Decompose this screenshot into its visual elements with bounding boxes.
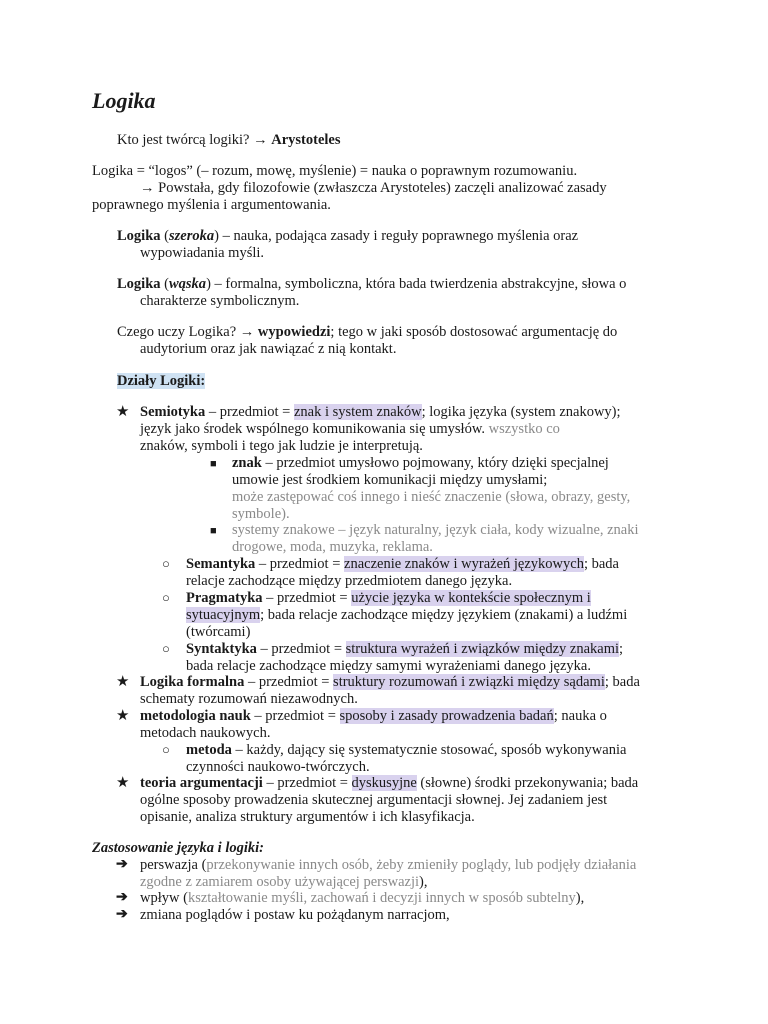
method-line-1: metoda – każdy, dający się systematycznie stosować, sposób wykonywania: [186, 742, 627, 758]
definition-line-1: Logika = “logos” (– rozum, mowę, myślenie) = nauka o poprawnym rozumowaniu.: [92, 163, 578, 179]
arrow-bullet-icon: ➔: [116, 907, 128, 922]
star-bullet-icon: ★: [116, 708, 130, 724]
star-bullet-icon: ★: [116, 775, 130, 791]
argumentation-line-2: ogólne sposoby prowadzenia skutecznej argumentacji słownej. Jej zadaniem jest: [140, 792, 608, 808]
logic-narrow-line-2: charakterze symbolicznym.: [140, 293, 300, 309]
definition-line-2: → Powstała, gdy filozofowie (zwłaszcza Arystoteles) zaczęli analizować zasady: [140, 180, 607, 196]
syntax-line-2: bada relacje zachodzące między samymi wyrażeniami danego języka.: [186, 658, 591, 674]
sign-line-4: symbole).: [232, 506, 290, 522]
circle-bullet-icon: ○: [162, 641, 170, 656]
pragmatics-line-2: sytuacyjnym; bada relacje zachodzące między językiem (znakami) a ludźmi: [186, 607, 628, 623]
pragmatics-line-3: (twórcami): [186, 624, 251, 640]
page-title: Logika: [92, 88, 156, 113]
semantics-line-1: Semantyka – przedmiot = znaczenie znaków i wyrażeń językowych; bada: [186, 556, 619, 572]
influence-line: wpływ (kształtowanie myśli, zachowań i decyzji innych w sposób subtelny),: [140, 890, 585, 906]
methodology-line-1: metodologia nauk – przedmiot = sposoby i zasady prowadzenia badań; nauka o: [140, 708, 607, 724]
creator-question: Kto jest twórcą logiki? → Arystoteles: [117, 132, 341, 148]
logic-wide-line-2: wypowiadania myśli.: [140, 245, 265, 261]
persuasion-line-1: perswazja (przekonywanie innych osób, żeby zmieniły poglądy, lub podjęły działania: [140, 857, 637, 873]
semiotics-line-1: Semiotyka – przedmiot = znak i system znaków; logika języka (system znakowy);: [140, 404, 621, 420]
semiotics-line-2: język jako środek wspólnego komunikowania się umysłów. wszystko co: [140, 421, 560, 437]
argumentation-line-3: opisanie, analiza struktury argumentów i ich klasyfikacja.: [140, 809, 475, 825]
sign-systems-line-2: drogowe, moda, muzyka, reklama.: [232, 539, 433, 555]
logic-wide-line-1: Logika (szeroka) – nauka, podająca zasady i reguły poprawnego myślenia oraz: [117, 228, 579, 244]
formal-logic-line-1: Logika formalna – przedmiot = struktury rozumowań i związki między sądami; bada: [140, 674, 640, 690]
teaching-line-1: Czego uczy Logika? → wypowiedzi; tego w jaki sposób dostosować argumentację do: [117, 324, 618, 340]
teaching-line-2: audytorium oraz jak nawiązać z nią kontakt.: [140, 341, 397, 357]
methodology-line-2: metodach naukowych.: [140, 725, 271, 741]
semiotics-line-3: znaków, symboli i tego jak ludzie je interpretują.: [140, 438, 423, 454]
change-views-line: zmiana poglądów i postaw ku pożądanym narracjom,: [140, 907, 450, 923]
semantics-line-2: relacje zachodzące między przedmiotem danego języka.: [186, 573, 513, 589]
square-bullet-icon: ■: [210, 525, 217, 537]
argumentation-line-1: teoria argumentacji – przedmiot = dyskusyjne (słowne) środki przekonywania; bada: [140, 775, 639, 791]
formal-logic-line-2: schematy rozumowań niezawodnych.: [140, 691, 358, 707]
circle-bullet-icon: ○: [162, 590, 170, 605]
arrow-bullet-icon: ➔: [116, 890, 128, 905]
pragmatics-line-1: Pragmatyka – przedmiot = użycie języka w kontekście społecznym i: [186, 590, 591, 606]
sign-line-1: znak – przedmiot umysłowo pojmowany, który dzięki specjalnej: [232, 455, 609, 471]
sign-systems-line-1: systemy znakowe – język naturalny, język ciała, kody wizualne, znaki: [232, 522, 639, 538]
syntax-line-1: Syntaktyka – przedmiot = struktura wyrażeń i związków między znakami;: [186, 641, 624, 657]
star-bullet-icon: ★: [116, 404, 130, 420]
application-heading: Zastosowanie języka i logiki:: [92, 840, 264, 856]
arrow-bullet-icon: ➔: [116, 857, 128, 872]
definition-line-3: poprawnego myślenia i argumentowania.: [92, 197, 331, 213]
star-bullet-icon: ★: [116, 674, 130, 690]
square-bullet-icon: ■: [210, 458, 217, 470]
circle-bullet-icon: ○: [162, 742, 170, 757]
method-line-2: czynności naukowo-twórczych.: [186, 759, 370, 775]
logic-narrow-line-1: Logika (wąska) – formalna, symboliczna, która bada twierdzenia abstrakcyjne, słowa o: [117, 276, 627, 292]
circle-bullet-icon: ○: [162, 556, 170, 571]
persuasion-line-2: zgodne z zamiarem osoby używającej perswazji),: [140, 874, 428, 890]
sign-line-2: umowie jest środkiem komunikacji między umysłami;: [232, 472, 548, 488]
sections-heading: Działy Logiki:: [117, 373, 206, 389]
sign-line-3: może zastępować coś innego i nieść znaczenie (słowa, obrazy, gesty,: [232, 489, 631, 505]
